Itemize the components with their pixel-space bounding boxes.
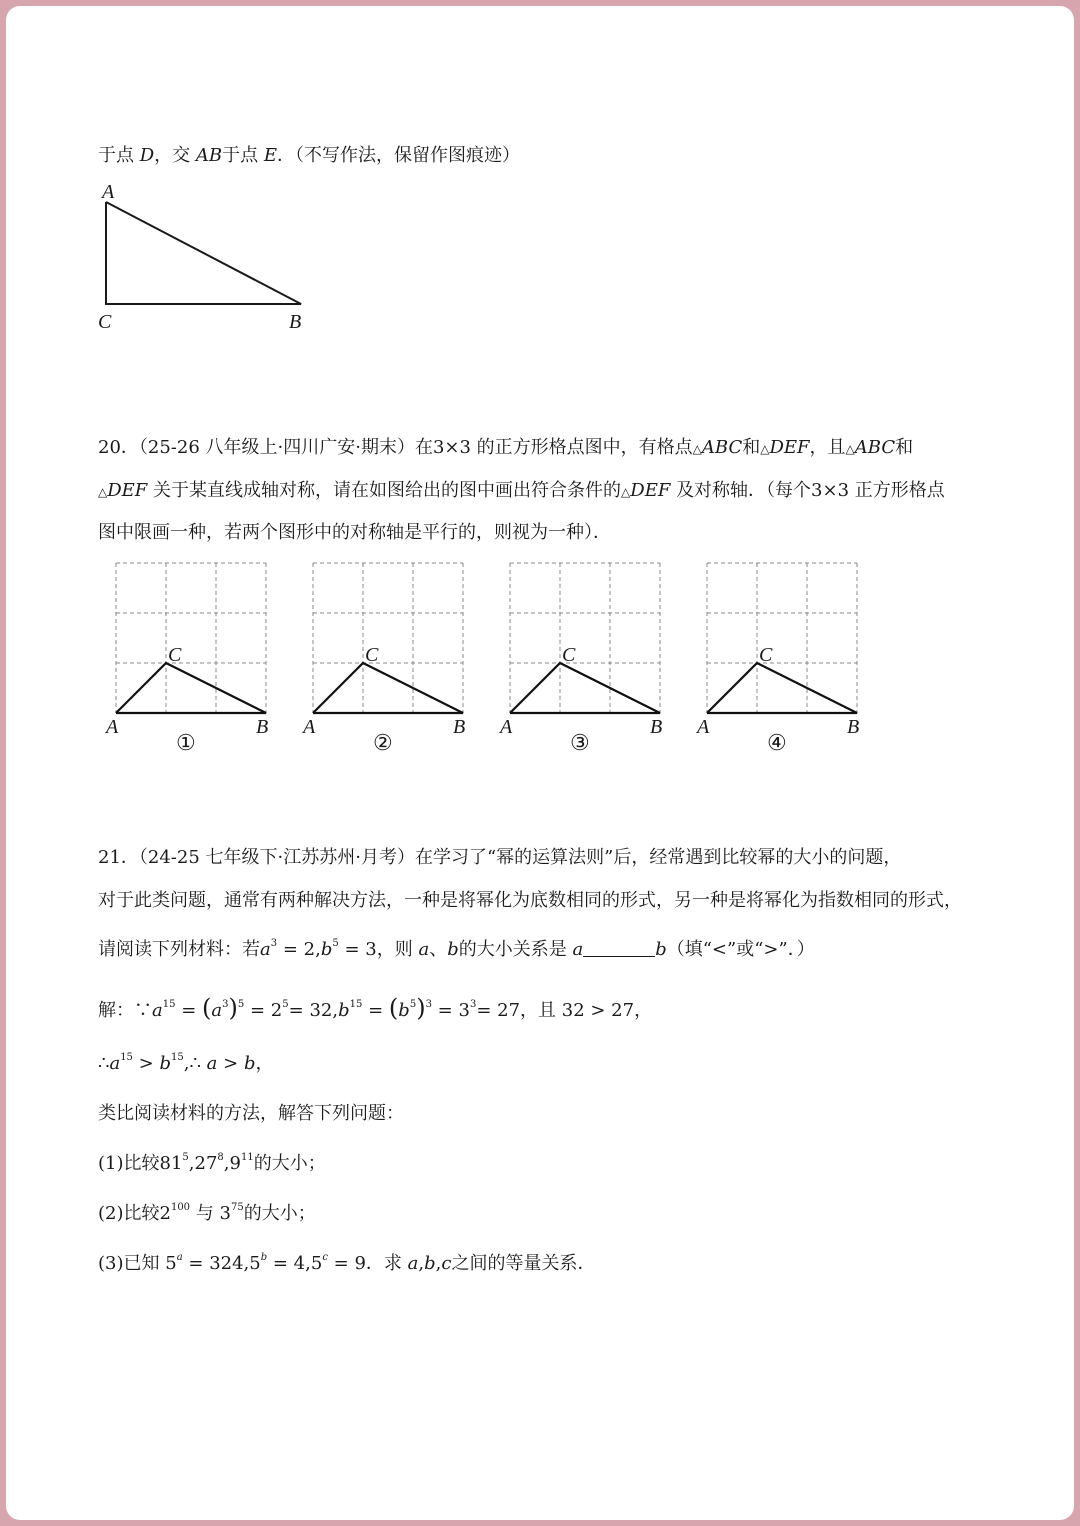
var: b [655,939,667,960]
vertex-a-label: A [697,716,710,738]
grid-figures [94,551,894,761]
var: a [109,1053,121,1074]
paren: ) [228,994,238,1022]
vertex-b-label: B [650,716,663,738]
exp: 11 [240,1152,254,1163]
text: ．（不写作法，保留作图痕迹） [277,145,521,166]
text: = 324,5 [188,1253,261,1274]
exp: 75 [230,1202,244,1213]
base: 81 [159,1153,183,1174]
text: = 3 [437,1000,470,1021]
grid-figure-1 [104,563,268,755]
base: 2 [159,1203,171,1224]
text: > [223,1053,239,1074]
text: = 32, [288,1000,339,1021]
vertex-c-label: C [365,644,379,666]
var: a [152,1000,163,1021]
q21-line2: 对于此类问题，通常有两种解决方法，一种是将幂化为底数相同的形式，另一种是将幂化为指数相同的形式， [98,890,962,911]
q21-part2 [98,1202,316,1226]
exp: 8 [217,1152,224,1163]
text: = 27，且 32 > 27， [476,1000,653,1021]
text: > [138,1053,154,1074]
triangle-abc [116,663,266,713]
triangle-symbol: △ [845,442,855,456]
figure-caption: ④ [767,730,787,755]
point-label: E [263,145,278,166]
text: 20．（25-26 八年级上·四川广安·期末）在3×3 的正方形格点图中，有格点 [98,437,693,458]
text: (3)已知 [98,1253,160,1274]
triangle-symbol: △ [692,442,702,456]
vertex-b-label: B [847,716,860,738]
segment-label: AB [195,145,223,166]
therefore: ∴ [98,1053,110,1074]
q21-part1 [98,1152,326,1176]
text: 的大小； [253,1153,326,1174]
var: a [206,1053,218,1074]
text: 的大小； [243,1203,316,1224]
q21-solution-line2 [98,1052,274,1076]
triangle-name: DEF [630,480,671,501]
text: = 2 [250,1000,283,1021]
q20-line3: 图中限画一种，若两个图形中的对称轴是平行的，则视为一种）． [98,522,611,543]
triangle-symbol: △ [98,485,108,499]
text: = [368,1000,384,1021]
exp: c [322,1252,328,1263]
var: b [398,1000,410,1021]
text: = 9．求 [333,1253,402,1274]
text: 与 [195,1203,214,1224]
vertex-b-label: B [256,716,269,738]
q21-line3 [98,938,815,962]
triangle-abc [510,663,660,713]
exp: 100 [170,1202,191,1213]
triangle-name: DEF [769,437,810,458]
text: 于点 [98,145,134,166]
var: b [447,939,459,960]
exp: 15 [162,999,176,1010]
exp: 5 [409,999,417,1010]
var: a [211,1000,223,1021]
var: b [338,1000,350,1021]
text: = 3，则 [344,939,413,960]
q21-method-line: 类比阅读材料的方法，解答下列问题： [98,1103,404,1124]
triangle-symbol: △ [621,485,631,499]
right-triangle-figure [86,176,326,336]
base: 3 [219,1203,231,1224]
paren: ( [388,994,399,1022]
q21-line1: 21．（24-25 七年级下·江苏苏州·月考）在学习了“幂的运算法则”后，经常遇到比较幂的大小的问题， [98,847,902,868]
q21-solution-line1 [98,996,652,1023]
exp: 5 [182,1152,189,1163]
figure-caption: ① [176,730,196,755]
text: 于点 [222,145,259,166]
text: 解：∵ [98,1000,152,1021]
vertex-a-label: A [102,181,115,203]
figure-caption: ③ [570,730,590,755]
exp: 3 [270,938,278,949]
text: 之间的等量关系． [451,1253,596,1274]
triangle-name: ABC [854,437,896,458]
q20-line2 [98,479,945,504]
grid-figure-4 [695,563,859,755]
grid-figure-2 [301,563,465,755]
vertex-a-label: A [500,716,513,738]
triangle-name: ABC [701,437,743,458]
text: = 4,5 [272,1253,323,1274]
exp: 5 [332,938,339,949]
exp: 15 [120,1052,133,1063]
text: = 2, [282,939,321,960]
paren: ) [416,994,426,1022]
exp: 5 [282,999,289,1010]
base: ,9 [223,1153,241,1174]
var: a [407,1253,419,1274]
exp: b [260,1252,268,1263]
text: （填“<”或“>”．） [666,939,815,960]
vertex-c-label: C [759,644,773,666]
vertex-a-label: A [303,716,316,738]
vertex-b-label: B [453,716,466,738]
exp: 3 [222,999,229,1010]
q21-part3 [98,1252,595,1276]
text: 的大小关系是 [458,939,567,960]
answer-blank [583,938,655,957]
vertex-a-label: A [106,716,119,738]
var: b [159,1053,172,1074]
base: 5 [165,1253,177,1274]
text: ，交 [154,145,191,166]
page [6,6,1074,1520]
q19-tail-line [98,144,520,168]
text: (1)比较 [98,1153,160,1174]
triangle-name: DEF [107,480,148,501]
var: a [418,939,430,960]
exp: 3 [425,999,432,1010]
vertex-b-label: B [289,311,302,333]
text: 、 [429,939,448,960]
text: 关于某直线成轴对称，请在如图给出的图中画出符合条件的 [153,480,622,501]
var: a [572,939,584,960]
paren: ( [202,994,212,1022]
exp: 3 [469,999,477,1010]
triangle-abc [106,202,301,304]
text: (2)比较 [98,1203,160,1224]
text: 和 [742,437,761,458]
base: ,27 [188,1153,218,1174]
var: b [243,1053,256,1074]
point-label: D [139,145,155,166]
text: 和 [895,437,914,458]
vertex-c-label: C [562,644,576,666]
text: 请阅读下列材料：若 [98,939,260,960]
text: ,∴ [183,1053,201,1074]
q20-line1 [98,436,913,461]
var: b [320,939,333,960]
text: ， [255,1053,274,1074]
vertex-c-label: C [98,311,112,333]
var: a [260,939,271,960]
exp: 5 [237,999,245,1010]
text: , [435,1253,442,1274]
figure-caption: ② [373,730,393,755]
text: 及对称轴．（每个3×3 正方形格点 [676,480,945,501]
var: c [441,1253,452,1274]
exp: 15 [171,1052,184,1063]
var: b [424,1253,436,1274]
exp: a [176,1252,183,1263]
text: , [418,1253,425,1274]
triangle-abc [313,663,463,713]
triangle-abc [707,663,857,713]
vertex-c-label: C [168,644,182,666]
grid-figure-3 [498,563,662,755]
triangle-symbol: △ [760,442,770,456]
text: ，且 [809,437,846,458]
exp: 15 [349,999,363,1010]
text: = [181,1000,197,1021]
